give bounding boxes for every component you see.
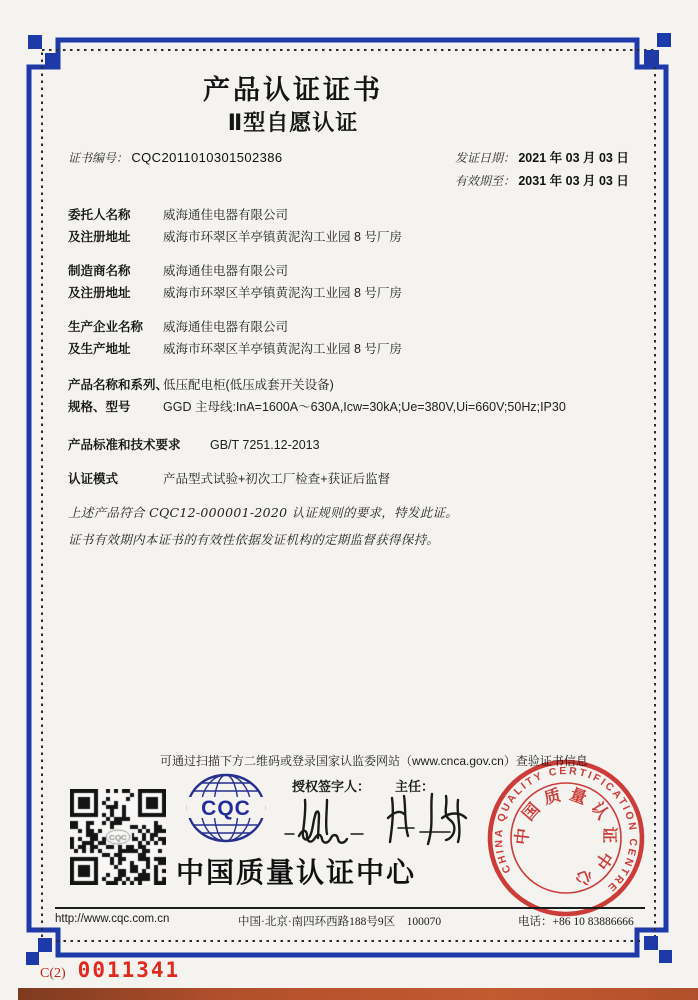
issue-date-value: 2021 年 03 月 03 日	[518, 151, 629, 165]
authorized-signatory-label: 授权签字人：	[292, 779, 371, 794]
cqc-logo	[185, 772, 267, 844]
field-value: 威海通佳电器有限公司 威海市环翠区羊亭镇黄泥沟工业园 8 号厂房	[163, 208, 402, 244]
expiry-date-value: 2031 年 03 月 03 日	[518, 174, 629, 188]
director-label: 主任：	[395, 779, 435, 794]
serial-prefix: C(2)	[40, 966, 66, 981]
page-subtitle: Ⅱ型自愿认证	[227, 110, 359, 135]
footer-website: http://www.cqc.com.cn	[55, 913, 170, 925]
stamp-text-chinese: 中国质量认证中心	[513, 784, 618, 891]
certificate-number-row	[68, 149, 283, 166]
remark-line-1: 上述产品符合 CQC12-000001-2020 认证规则的要求，特发此证。	[68, 505, 459, 520]
remark-line-2: 证书有效期内本证书的有效性依据发证机构的定期监督获得保持。	[68, 532, 440, 547]
field-label: 产品标准和技术要求	[68, 438, 181, 452]
serial-number	[40, 958, 180, 982]
red-seal-stamp	[484, 756, 648, 920]
field-value: 威海通佳电器有限公司 威海市环翠区羊亭镇黄泥沟工业园 8 号厂房	[163, 320, 402, 356]
logo-text: CQC	[201, 797, 251, 820]
certificate-number-label: 证书编号：	[68, 151, 129, 165]
serial-digits: 0011341	[77, 958, 181, 982]
stamp-text-english: CHINA QUALITY CERTIFICATION CENTRE	[492, 764, 640, 896]
footer-address: 中国·北京·南四环西路188号9区 100070	[238, 916, 442, 928]
issue-date-row	[455, 147, 629, 170]
qr-code	[70, 789, 166, 885]
page-title: 产品认证证书	[203, 75, 383, 105]
footer-divider	[55, 907, 645, 909]
issue-date-label: 发证日期：	[455, 151, 516, 165]
expiry-date-row	[455, 170, 629, 193]
verify-note: 可通过扫描下方二维码或登录国家认监委网站（www.cnca.gov.cn）查验证书信息	[160, 754, 588, 768]
photo-table-edge	[18, 988, 698, 1000]
svg-text:CHINA QUALITY CERTIFICATION CE	[484, 756, 648, 905]
expiry-date-label: 有效期至：	[455, 174, 516, 188]
field-label: 产品名称和系列、 规格、型号	[68, 378, 169, 414]
authorized-signature	[283, 794, 375, 852]
field-label: 制造商名称 及注册地址	[68, 264, 131, 300]
field-value: 低压配电柜(低压成套开关设备) GGD 主母线:InA=1600A～630A,Icw=30kA;Ue=380V,Ui=660V;50Hz;IP30	[163, 378, 566, 414]
field-value: 威海通佳电器有限公司 威海市环翠区羊亭镇黄泥沟工业园 8 号厂房	[163, 264, 402, 300]
field-value: GB/T 7251.12-2013	[210, 438, 320, 452]
field-label: 生产企业名称 及生产地址	[68, 320, 144, 356]
certificate-number-value: CQC2011010301502386	[131, 150, 283, 165]
field-label: 委托人名称 及注册地址	[68, 208, 131, 244]
footer-phone: 电话：+86 10 83886666	[518, 916, 634, 928]
date-block	[455, 147, 629, 193]
field-label: 认证模式	[68, 472, 119, 486]
organization-name: 中国质量认证中心	[176, 857, 417, 888]
director-signature	[384, 788, 484, 854]
field-value: 产品型式试验+初次工厂检查+获证后监督	[163, 472, 391, 486]
